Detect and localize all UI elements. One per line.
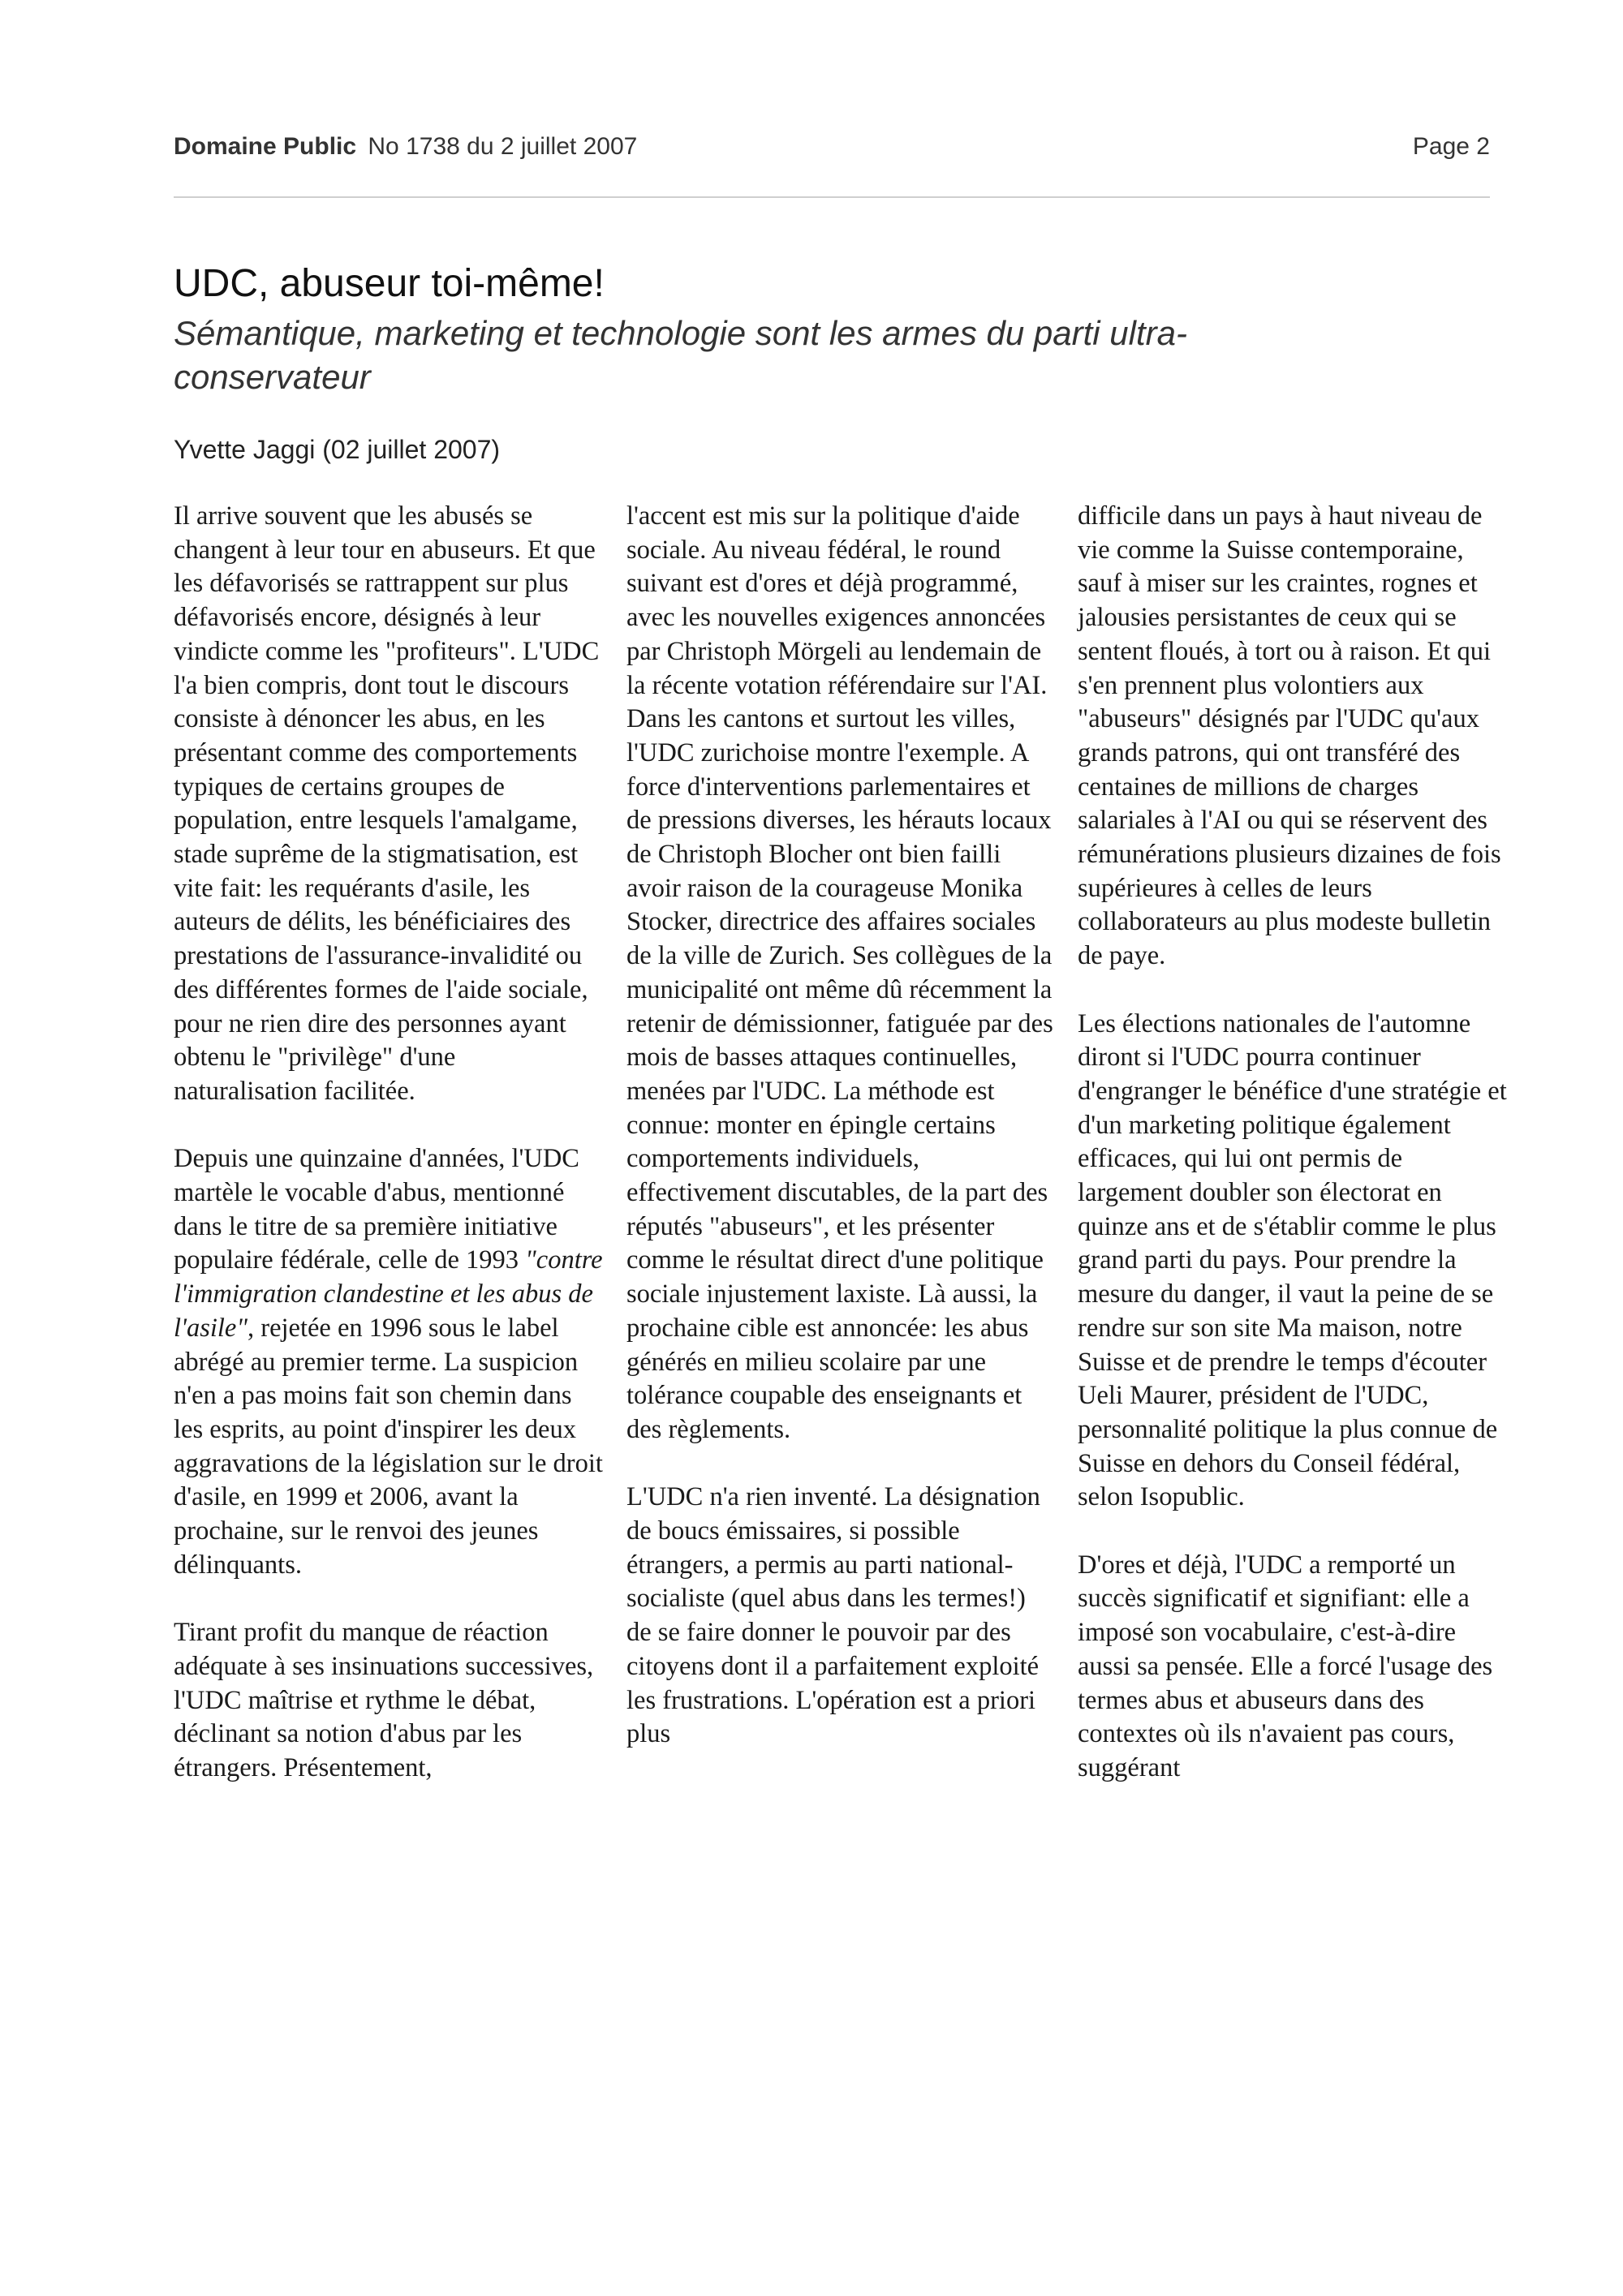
issue-info: No 1738 du 2 juillet 2007	[368, 133, 638, 160]
article-byline: Yvette Jaggi (02 juillet 2007)	[174, 435, 501, 464]
page-header	[174, 133, 1490, 169]
article-title: UDC, abuseur toi-même!	[174, 262, 605, 305]
text-column-3	[1078, 500, 1508, 1819]
article-subtitle: Sémantique, marketing et technologie sont les armes du parti ultra-conservateur	[174, 314, 1187, 396]
text-column-1	[174, 500, 604, 1819]
paragraph: D'ores et déjà, l'UDC a remporté un succès significatif et signifiant: elle a imposé son vocabulaire, c'est-à-dire aussi sa pensée. Elle a forcé l'usage des termes abus et abuseurs dans des contextes où ils n'avaient pas cours, suggérant	[1078, 1550, 1493, 1782]
paragraph-text: Depuis une quinzaine d'années, l'UDC martèle le vocable d'abus, mentionné dans le titre de sa première initiative populaire fédérale, celle de 1993	[174, 1144, 579, 1275]
paragraph-text: , rejetée en 1996 sous le label abrégé au premier terme. La suspicion n'en a pas moins fait son chemin dans les esprits, au point d'inspirer les deux aggravations de la législation sur le droit d'asile, en 1999 et 2006, avant la prochaine, sur le renvoi des jeunes délinquants.	[174, 1313, 603, 1580]
paragraph: L'UDC n'a rien inventé. La désignation de boucs émissaires, si possible étrangers, a permis au parti national-socialiste (quel abus dans les termes!) de se faire donner le pouvoir par des citoyens dont il a parfaitement exploité les frustrations. L'opération est a priori plus	[626, 1482, 1040, 1749]
paragraph: Tirant profit du manque de réaction adéquate à ses insinuations successives, l'UDC maîtrise et rythme le débat, déclinant sa notion d'abus par les étrangers. Présentement,	[174, 1618, 594, 1782]
paragraph: Les élections nationales de l'automne diront si l'UDC pourra continuer d'engranger le bénéfice d'une stratégie et d'un marketing politique également efficaces, qui lui ont permis de largement doubler son électorat en quinze ans et de s'établir comme le plus grand parti du pays. Pour prendre la mesure du danger, il vaut la peine de se rendre sur son site Ma maison, notre Suisse et de prendre le temps d'écouter Ueli Maurer, président de l'UDC, personnalité politique la plus connue de Suisse en dehors du Conseil fédéral, selon Isopublic.	[1078, 1008, 1507, 1512]
initiative-title: "contre l'immigration clandestine et les abus de l'asile"	[174, 1245, 603, 1343]
paragraph	[174, 1142, 604, 1582]
paragraph: Il arrive souvent que les abusés se changent à leur tour en abuseurs. Et que les défavorisés se rattrappent sur plus défavorisés encore, désignés à leur vindicte comme les "profiteurs". L'UDC l'a bien compris, dont tout le discours consiste à dénoncer les abus, en les présentant comme des comportements typiques de certains groupes de population, entre lesquels l'amalgame, stade suprême de la stigmatisation, est vite fait: les requérants d'asile, les auteurs de délits, les bénéficiaires des prestations de l'assurance-invalidité ou des différentes formes de l'aide sociale, pour ne rien dire des personnes ayant obtenu le "privilège" d'une naturalisation facilitée.	[174, 501, 600, 1106]
paragraph: difficile dans un pays à haut niveau de vie comme la Suisse contemporaine, sauf à miser sur les craintes, rognes et jalousies persistantes de ceux qui se sentent floués, à tort ou à raison. Et qui s'en prennent plus volontiers aux "abuseurs" désignés par l'UDC qu'aux grands patrons, qui ont transféré des centaines de millions de charges salariales à l'AI ou qui se réservent des rémunérations plusieurs dizaines de fois supérieures à celles de leurs collaborateurs au plus modeste bulletin de paye.	[1078, 501, 1501, 971]
page-number: Page 2	[1412, 133, 1490, 160]
publication-name: Domaine Public	[174, 133, 357, 160]
text-column-2	[626, 500, 1057, 1786]
paragraph: l'accent est mis sur la politique d'aide sociale. Au niveau fédéral, le round suivant est d'ores et déjà programmé, avec les nouvelles exigences annoncées par Christoph Mörgeli au lendemain de la récente votation référendaire sur l'AI. Dans les cantons et surtout les villes, l'UDC zurichoise montre l'exemple. A force d'interventions parlementaires et de pressions diverses, les hérauts locaux de Christoph Blocher ont bien failli avoir raison de la courageuse Monika Stocker, directrice des affaires sociales de la ville de Zurich. Ses collègues de la municipalité ont même dû récemment la retenir de démissionner, fatiguée par des mois de basses attaques continuelles, menées par l'UDC. La méthode est connue: monter en épingle certains comportements individuels, effectivement discutables, de la part des réputés "abuseurs", et les présenter comme le résultat direct d'une politique sociale injustement laxiste. Là aussi, la prochaine cible est annoncée: les abus générés en milieu scolaire par une tolérance coupable des enseignants et des règlements.	[626, 501, 1053, 1444]
header-divider	[174, 196, 1490, 198]
